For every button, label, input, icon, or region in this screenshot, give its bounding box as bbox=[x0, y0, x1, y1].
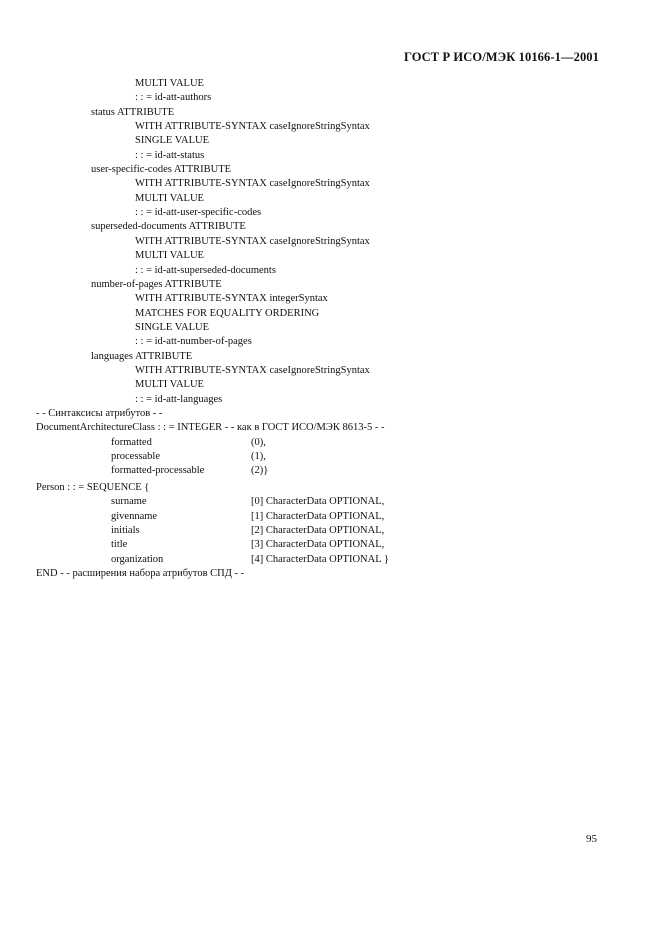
listing-line bbox=[0, 321, 661, 335]
line-value: (2)} bbox=[251, 465, 269, 476]
line-text: MATCHES FOR EQUALITY ORDERING bbox=[135, 308, 320, 319]
line-text: : : = id-att-superseded-documents bbox=[135, 265, 276, 276]
listing-line bbox=[0, 163, 661, 177]
line-value: [3] CharacterData OPTIONAL, bbox=[251, 539, 385, 550]
listing-line bbox=[0, 220, 661, 234]
line-text: organization bbox=[111, 554, 164, 565]
listing-line bbox=[0, 364, 661, 378]
line-text: WITH ATTRIBUTE-SYNTAX caseIgnoreStringSyntax bbox=[135, 236, 370, 247]
line-text: surname bbox=[111, 496, 147, 507]
listing-line bbox=[0, 120, 661, 134]
listing-line bbox=[0, 134, 661, 148]
listing-line bbox=[0, 567, 661, 581]
listing-line bbox=[0, 393, 661, 407]
line-text: WITH ATTRIBUTE-SYNTAX caseIgnoreStringSyntax bbox=[135, 178, 370, 189]
line-text: formatted bbox=[111, 437, 152, 448]
line-text: MULTI VALUE bbox=[135, 250, 204, 261]
listing-line bbox=[0, 278, 661, 292]
line-text: : : = id-att-user-specific-codes bbox=[135, 207, 262, 218]
listing-line bbox=[0, 206, 661, 220]
line-text: : : = id-att-status bbox=[135, 150, 205, 161]
line-text: WITH ATTRIBUTE-SYNTAX integerSyntax bbox=[135, 293, 328, 304]
listing-line bbox=[0, 91, 661, 105]
line-text: WITH ATTRIBUTE-SYNTAX caseIgnoreStringSyntax bbox=[135, 365, 370, 376]
line-text: processable bbox=[111, 451, 160, 462]
line-text: number-of-pages ATTRIBUTE bbox=[91, 279, 222, 290]
listing-line bbox=[0, 106, 661, 120]
listing-line bbox=[0, 450, 661, 464]
listing-line bbox=[0, 350, 661, 364]
listing-line bbox=[0, 538, 661, 552]
listing-line bbox=[0, 524, 661, 538]
line-text: WITH ATTRIBUTE-SYNTAX caseIgnoreStringSyntax bbox=[135, 121, 370, 132]
listing-line bbox=[0, 307, 661, 321]
line-text: MULTI VALUE bbox=[135, 78, 204, 89]
listing-line bbox=[0, 436, 661, 450]
listing-line bbox=[0, 177, 661, 191]
line-text: user-specific-codes ATTRIBUTE bbox=[91, 164, 232, 175]
listing-line bbox=[0, 481, 661, 495]
line-text: Person : : = SEQUENCE { bbox=[36, 482, 150, 493]
line-text: : : = id-att-number-of-pages bbox=[135, 336, 252, 347]
line-value: (0), bbox=[251, 437, 266, 448]
listing-line bbox=[0, 495, 661, 509]
line-text: initials bbox=[111, 525, 140, 536]
listing-line bbox=[0, 264, 661, 278]
line-text: - - Синтаксисы атрибутов - - bbox=[36, 408, 163, 419]
line-text: formatted-processable bbox=[111, 465, 205, 476]
line-text: superseded-documents ATTRIBUTE bbox=[91, 221, 246, 232]
line-text: MULTI VALUE bbox=[135, 193, 204, 204]
line-text: : : = id-att-authors bbox=[135, 92, 212, 103]
line-text: status ATTRIBUTE bbox=[91, 107, 175, 118]
line-value: [4] CharacterData OPTIONAL } bbox=[251, 554, 389, 565]
listing-line bbox=[0, 249, 661, 263]
listing-line bbox=[0, 292, 661, 306]
line-value: [2] CharacterData OPTIONAL, bbox=[251, 525, 385, 536]
line-text: title bbox=[111, 539, 128, 550]
listing-line bbox=[0, 407, 661, 421]
listing-line bbox=[0, 77, 661, 91]
line-value: [0] CharacterData OPTIONAL, bbox=[251, 496, 385, 507]
listing-line bbox=[0, 335, 661, 349]
line-text: languages ATTRIBUTE bbox=[91, 351, 193, 362]
line-text: givenname bbox=[111, 511, 158, 522]
line-value: (1), bbox=[251, 451, 266, 462]
line-text: SINGLE VALUE bbox=[135, 135, 209, 146]
line-text: DocumentArchitectureClass : : = INTEGER - - как в ГОСТ ИСО/МЭК 8613-5 - - bbox=[36, 422, 385, 433]
listing-line bbox=[0, 464, 661, 478]
page-header: ГОСТ Р ИСО/МЭК 10166-1—2001 bbox=[403, 50, 599, 64]
listing-line bbox=[0, 192, 661, 206]
listing-line bbox=[0, 421, 661, 435]
page-number: 95 bbox=[586, 833, 597, 845]
line-text: : : = id-att-languages bbox=[135, 394, 223, 405]
listing-line bbox=[0, 235, 661, 249]
line-text: SINGLE VALUE bbox=[135, 322, 209, 333]
line-value: [1] CharacterData OPTIONAL, bbox=[251, 511, 385, 522]
line-text: MULTI VALUE bbox=[135, 379, 204, 390]
listing-line bbox=[0, 553, 661, 567]
line-text: END - - расширения набора атрибутов СПД - - bbox=[36, 568, 245, 579]
listing-line bbox=[0, 378, 661, 392]
listing-line bbox=[0, 149, 661, 163]
listing-line bbox=[0, 510, 661, 524]
